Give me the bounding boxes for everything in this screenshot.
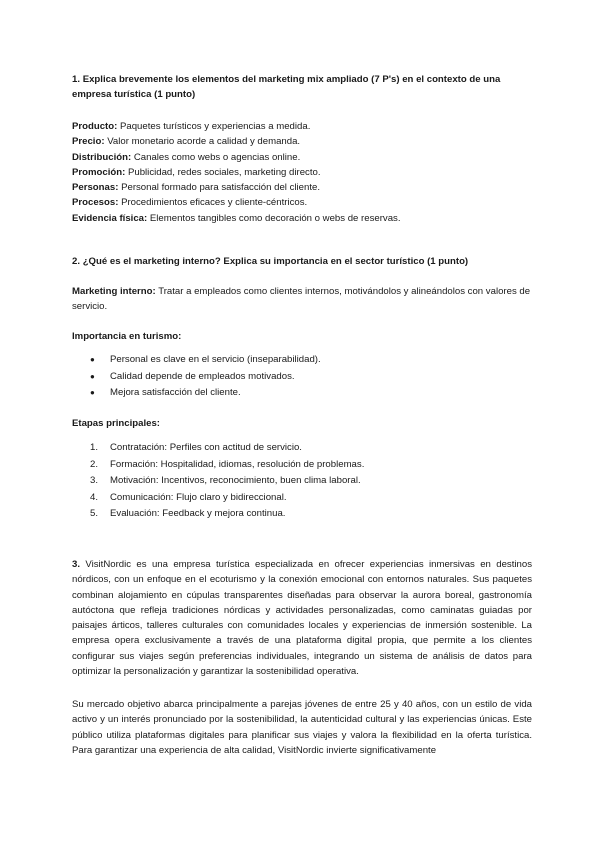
question-1-title: Explica brevemente los elementos del marketing mix ampliado (7 P's) en el contexto de una empresa turística (1 punto)	[72, 74, 501, 101]
list-item-text: Calidad depende de empleados motivados.	[110, 370, 295, 382]
item-term: Promoción	[72, 166, 123, 178]
item-description: Elementos tangibles como decoración o webs de reservas.	[149, 212, 401, 224]
definition-text: Tratar a empleados como clientes internos, motivándolos y alineándolos con valores de servicio.	[72, 286, 531, 313]
question-1-number: 1.	[72, 74, 81, 85]
stage-number: 1.	[90, 442, 99, 453]
item-term: Producto	[72, 121, 115, 132]
stage-item	[72, 506, 532, 523]
marketing-mix-item: Promoción: Publicidad, redes sociales, marketing directo.	[72, 166, 321, 178]
marketing-mix-item: Precio: Valor monetario acorde a calidad y demanda.	[72, 136, 301, 148]
marketing-mix-item: Personas: Personal formado para satisfacción del cliente.	[72, 182, 320, 194]
question-3-text-2: Su mercado objetivo abarca principalmente a parejas jóvenes de entre 25 y 40 años, con un estilo de vida activo y un interés pronunciado por la sostenibilidad, la autenticidad cultural y las experiencias únicas. Este público utiliza plataformas digitales para planificar sus viajes y valora la flexibilidad en la oferta turística. Para garantizar una experiencia de alta calidad, VisitNordic invierte significativamente	[72, 699, 532, 756]
list-item	[72, 385, 532, 402]
stage-text: Formación: Hospitalidad, idiomas, resolución de problemas.	[110, 458, 365, 470]
marketing-mix-item: Evidencia física: Elementos tangibles como decoración o webs de reservas.	[72, 212, 401, 224]
marketing-mix-item: Procesos: Procedimientos eficaces y cliente-céntricos.	[72, 197, 308, 209]
stage-text: Comunicación: Flujo claro y bidireccional.	[110, 491, 287, 503]
question-3-paragraph-2	[72, 697, 532, 758]
importance-list	[72, 352, 532, 402]
question-1-heading	[72, 72, 532, 103]
item-description: Canales como webs o agencias online.	[133, 151, 301, 163]
stage-text: Contratación: Perfiles con actitud de servicio.	[110, 442, 302, 453]
stage-number: 5.	[90, 508, 99, 519]
bullet-icon: ●	[90, 371, 95, 381]
stage-text: Motivación: Incentivos, reconocimiento, buen clima laboral.	[110, 475, 361, 486]
stage-number: 2.	[90, 458, 99, 470]
question-2-heading	[72, 254, 532, 269]
item-term: Precio	[72, 136, 102, 148]
stage-item	[72, 457, 532, 474]
item-term: Evidencia física	[72, 212, 144, 224]
stage-item	[72, 490, 532, 507]
question-2-title: ¿Qué es el marketing interno? Explica su importancia en el sector turístico (1 punto)	[82, 256, 469, 267]
stage-text: Evaluación: Feedback y mejora continua.	[110, 508, 286, 519]
stage-number: 3.	[90, 475, 99, 486]
item-description: Publicidad, redes sociales, marketing directo.	[127, 166, 321, 178]
item-term: Procesos	[72, 197, 116, 209]
stages-heading: Etapas principales:	[72, 418, 160, 429]
importance-heading: Importancia en turismo:	[72, 331, 182, 342]
item-description: Procedimientos eficaces y cliente-céntricos.	[121, 197, 308, 209]
list-item-text: Personal es clave en el servicio (inseparabilidad).	[110, 354, 321, 365]
stage-item	[72, 440, 532, 457]
list-item	[72, 369, 532, 386]
marketing-mix-item: Producto: Paquetes turísticos y experiencias a medida.	[72, 121, 311, 132]
list-item-text: Mejora satisfacción del cliente.	[110, 387, 241, 398]
question-3-paragraph-1	[72, 557, 532, 679]
definition-term: Marketing interno	[72, 286, 153, 297]
internal-marketing-definition: Marketing interno: Tratar a empleados como clientes internos, motivándolos y alineándolos con valores de servicio.	[72, 286, 531, 313]
bullet-icon: ●	[90, 355, 95, 364]
marketing-mix-item: Distribución: Canales como webs o agencias online.	[72, 151, 301, 163]
marketing-mix-list	[72, 119, 532, 226]
question-2-number: 2.	[72, 256, 81, 267]
question-3-number: 3.	[72, 559, 81, 570]
item-description: Valor monetario acorde a calidad y demanda.	[107, 136, 301, 148]
question-3-text-1: VisitNordic es una empresa turística especializada en ofrecer experiencias inmersivas en destinos nórdicos, con un enfoque en el ecoturismo y la conexión emocional con entornos naturales. Sus paquetes combinan alojamiento en cúpulas transparentes diseñadas para observar la aurora boreal, gastronomía autóctona que refleja tradiciones nórdicas y actividades personalizadas, como caminatas guiadas por paisajes árticos, talleres culturales con comunidades locales y experiencias de inmersión sostenible. La empresa opera exclusivamente a través de una plataforma digital propia, que permite a los clientes configurar sus viajes según preferencias individuales, integrando un sistema de análisis de datos para optimizar la personalización y garantizar la sostenibilidad operativa.	[72, 559, 532, 678]
stages-list	[72, 440, 532, 523]
item-description: Paquetes turísticos y experiencias a medida.	[119, 121, 311, 132]
bullet-icon: ●	[90, 388, 95, 397]
item-term: Personas	[72, 182, 116, 194]
item-description: Personal formado para satisfacción del cliente.	[121, 182, 320, 194]
stage-item	[72, 473, 532, 490]
list-item	[72, 352, 532, 369]
stage-number: 4.	[90, 491, 99, 503]
item-term: Distribución	[72, 151, 128, 163]
